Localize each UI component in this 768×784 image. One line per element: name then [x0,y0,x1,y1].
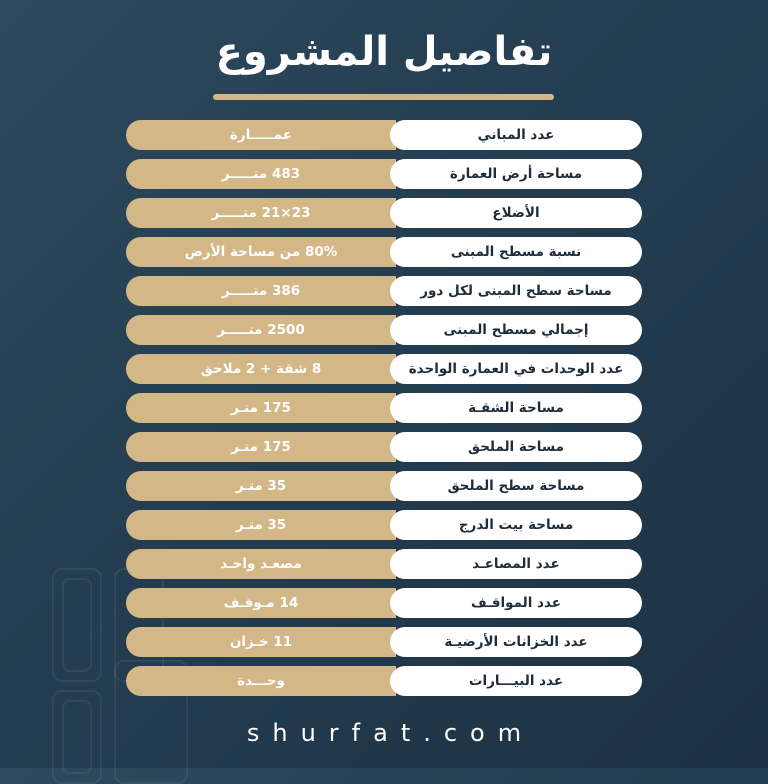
detail-value: 80% من مساحة الأرض [126,237,396,267]
detail-value: 386 متـــــر [126,276,396,306]
detail-value: 8 شقة + 2 ملاحق [126,354,396,384]
detail-row-ground-tanks [126,627,642,657]
detail-value: عمـــــارة [126,120,396,150]
detail-row-total-area [126,315,642,345]
detail-value: 175 متـر [126,393,396,423]
detail-label: مساحة الملحق [390,432,642,462]
detail-row-parking [126,588,642,618]
detail-label: مساحة أرض العمارة [390,159,642,189]
detail-label: مساحة سطح الملحق [390,471,642,501]
detail-row-stairwell-area [126,510,642,540]
detail-value: وحـــدة [126,666,396,696]
title-underline [213,94,554,100]
detail-label: عدد الوحدات في العمارة الواحدة [390,354,642,384]
detail-row-septic-tanks [126,666,642,696]
detail-label: عدد المصاعـد [390,549,642,579]
page-title: تفاصيل المشروع [215,29,553,75]
detail-value: 35 متـر [126,471,396,501]
detail-label: مساحة بيت الدرج [390,510,642,540]
detail-row-annex-area [126,432,642,462]
detail-row-elevators [126,549,642,579]
detail-value: 11 خـزان [126,627,396,657]
detail-label: مساحة سطح المبنى لكل دور [390,276,642,306]
detail-value: 175 متـر [126,432,396,462]
detail-value: 2500 متـــــر [126,315,396,345]
detail-row-units-count [126,354,642,384]
website-url: shurfat.com [246,719,535,747]
detail-row-land-area [126,159,642,189]
detail-label: عدد الخزانات الأرضيـة [390,627,642,657]
detail-value: مصعـد واحـد [126,549,396,579]
detail-row-coverage-ratio [126,237,642,267]
detail-row-apartment-area [126,393,642,423]
detail-label: إجمالي مسطح المبنى [390,315,642,345]
detail-row-annex-roof-area [126,471,642,501]
decorative-outline-2 [62,578,92,672]
detail-label: عدد البيـــارات [390,666,642,696]
detail-row-buildings-count [126,120,642,150]
detail-value: 35 متـر [126,510,396,540]
detail-label: مساحة الشقـة [390,393,642,423]
detail-label: عدد المباني [390,120,642,150]
detail-row-dimensions [126,198,642,228]
details-list [126,120,642,696]
detail-value: 14 مـوقـف [126,588,396,618]
detail-label: نسبة مسطح المبنى [390,237,642,267]
detail-label: الأضلاع [390,198,642,228]
detail-row-floor-area [126,276,642,306]
detail-value: 483 متـــــر [126,159,396,189]
detail-value: 23×21 متـــــر [126,198,396,228]
detail-label: عدد المواقـف [390,588,642,618]
